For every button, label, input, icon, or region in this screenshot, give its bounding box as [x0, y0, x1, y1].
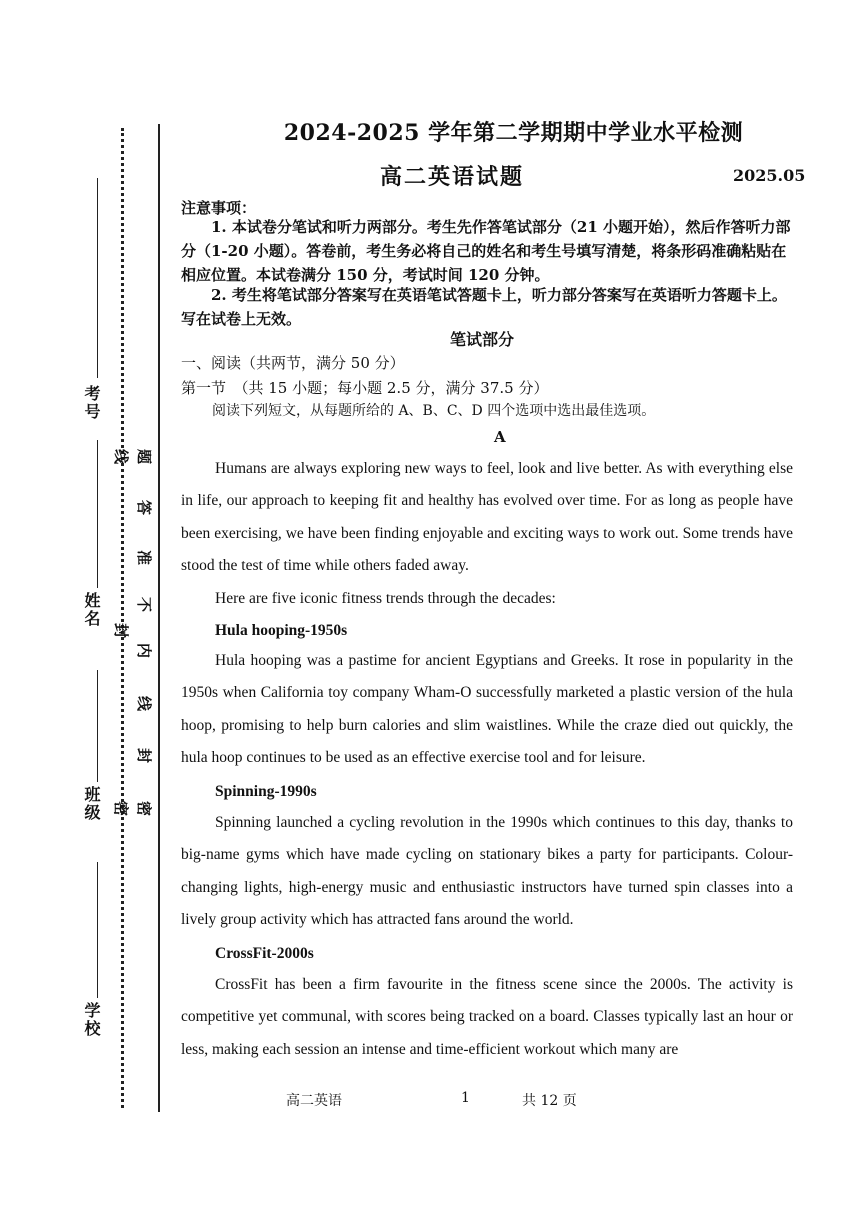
footer-subject: 高二英语 — [286, 1093, 342, 1109]
warning-char: 答 — [135, 499, 154, 516]
class-label: 班级 — [82, 786, 101, 822]
footer-total-pages: 共 12 页 — [522, 1093, 577, 1109]
exam-title: 2024-2025 学年第二学期期中学业水平检测 — [283, 120, 744, 146]
notice-item-1: 1. 本试卷分笔试和听力两部分。考生先作答笔试部分（21 小题开始），然后作答听力部分（1-20 小题）。答卷前，考生务必将自己的姓名和考生号填写清楚，将条形码准确粘贴在相应位置。本试卷满分 150 分，考试时间 120 分钟。 — [181, 218, 791, 284]
exam-no-field[interactable] — [97, 178, 98, 378]
school-label: 学校 — [82, 1002, 101, 1038]
warning-char: 线 — [135, 695, 154, 712]
section-subtitle: 第一节 （共 15 小题；每小题 2.5 分，满分 37.5 分） — [181, 379, 549, 397]
passage-letter: A — [494, 428, 506, 446]
paragraph-intro: Humans are always exploring new ways to feel, look and live better. As with everything else in life, our approach to keeping fit and healthy has evolved over time. For as long as people have been exercising, we have been finding enjoyable and exciting ways to work out. Some trends have stood the test of time while others faded away. — [181, 460, 793, 575]
school-field[interactable] — [97, 862, 98, 998]
dotted-cut-line — [121, 128, 124, 1108]
paragraph-trends: Here are five iconic fitness trends through the decades: — [215, 590, 556, 607]
exam-no-label: 考号 — [82, 385, 101, 421]
warning-char: 密 — [135, 800, 154, 817]
warning-char: 不 — [135, 596, 154, 613]
heading-crossfit: CrossFit-2000s — [215, 945, 314, 962]
part-title: 笔试部分 — [450, 330, 515, 349]
paragraph-crossfit: CrossFit has been a firm favourite in the fitness scene since the 2000s. The activity is competitive yet communal, with scores being tracked on a board. Classes typically last an hour or less, making each session an intense and time-efficient workout which many are — [181, 976, 793, 1058]
reading-title: 一、阅读（共两节，满分 50 分） — [181, 354, 405, 372]
margin-border-line — [158, 124, 160, 1112]
heading-hula-hooping: Hula hooping-1950s — [215, 622, 348, 639]
class-field[interactable] — [97, 670, 98, 782]
seal-char-feng: 封 — [112, 622, 131, 639]
warning-char: 封 — [135, 747, 154, 764]
heading-spinning: Spinning-1990s — [215, 783, 317, 800]
warning-char: 准 — [135, 549, 154, 566]
instruction: 阅读下列短文，从每题所给的 A、B、C、D 四个选项中选出最佳选项。 — [212, 403, 656, 419]
name-label: 姓名 — [82, 592, 101, 628]
footer-page-number: 1 — [461, 1090, 470, 1106]
notice-item-2: 2. 考生将笔试部分答案写在英语笔试答题卡上，听力部分答案写在英语听力答题卡上。写在试卷上无效。 — [181, 286, 787, 328]
name-field[interactable] — [97, 440, 98, 588]
exam-date: 2025.05 — [733, 166, 806, 185]
seal-char-xian: 线 — [112, 448, 131, 465]
seal-char-mi: 密 — [112, 800, 131, 817]
paragraph-spinning: Spinning launched a cycling revolution in the 1990s which continues to this day, thanks to big-name gyms which have made cycling on stationary bikes a party for participants. Colour-changing lights, high-energy music and enthusiastic instructors have turned spin classes into a lively group activity which has attracted fans around the world. — [181, 814, 793, 929]
warning-char: 内 — [135, 642, 154, 659]
warning-char: 题 — [135, 448, 154, 465]
exam-subtitle: 高二英语试题 — [380, 164, 525, 190]
paragraph-hula-hooping: Hula hooping was a pastime for ancient Egyptians and Greeks. It rose in popularity in the 1950s when California toy company Wham-O successfully marketed a plastic version of the hula hoop, promising to help burn calories and slim waistlines. While the craze died out quickly, the hula hoop continues to be used as an effective exercise tool and for leisure. — [181, 652, 793, 767]
notice-heading: 注意事项： — [181, 199, 257, 217]
